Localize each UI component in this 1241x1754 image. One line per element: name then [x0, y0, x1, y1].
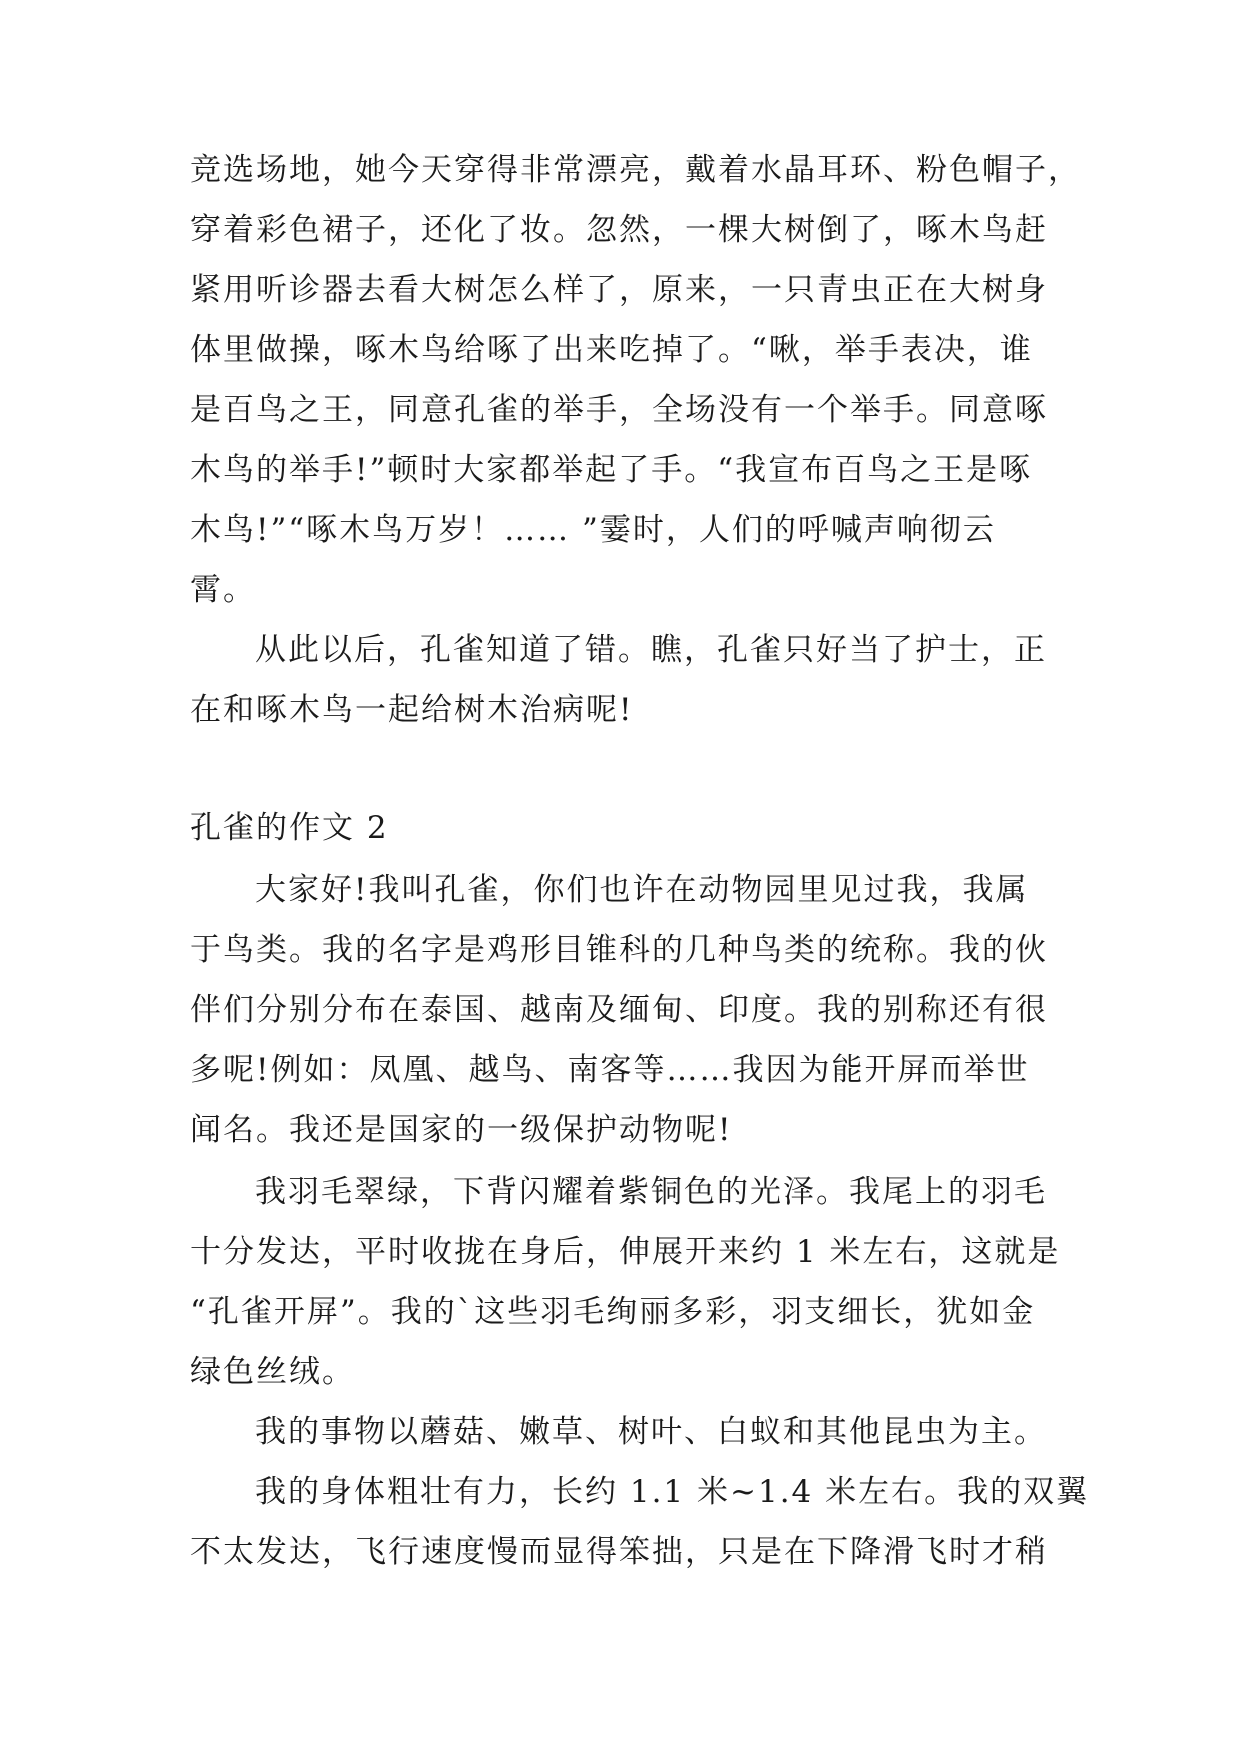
text-line: 十分发达，平时收拢在身后，伸展开来约 1 米左右，这就是	[190, 1234, 1061, 1270]
section-heading: 孔雀的作文 2	[190, 810, 389, 846]
text-line: 霄。	[190, 572, 256, 608]
text-line: 我的身体粗壮有力，长约 1.1 米~1.4 米左右。我的双翼	[255, 1474, 1090, 1510]
text-line: 穿着彩色裙子，还化了妆。忽然，一棵大树倒了，啄木鸟赶	[190, 212, 1048, 248]
text-line: 多呢!例如：凤凰、越鸟、南客等……我因为能开屏而举世	[190, 1052, 1030, 1088]
text-line: “孔雀开屏”。我的`这些羽毛绚丽多彩，羽支细长，犹如金	[190, 1294, 1036, 1330]
text-line: 是百鸟之王，同意孔雀的举手，全场没有一个举手。同意啄	[190, 392, 1048, 428]
text-line: 闻名。我还是国家的一级保护动物呢!	[190, 1112, 733, 1148]
text-line: 体里做操，啄木鸟给啄了出来吃掉了。“啾，举手表决，谁	[190, 332, 1033, 368]
text-line: 竞选场地，她今天穿得非常漂亮，戴着水晶耳环、粉色帽子，	[190, 152, 1081, 188]
text-line: 不太发达，飞行速度慢而显得笨拙，只是在下降滑飞时才稍	[190, 1534, 1048, 1570]
text-line: 伴们分别分布在泰国、越南及缅甸、印度。我的别称还有很	[190, 992, 1048, 1028]
text-line: 木鸟的举手!”顿时大家都举起了手。“我宣布百鸟之王是啄	[190, 452, 1033, 488]
text-line: 木鸟!”“啄木鸟万岁！…… ”霎时，人们的呼喊声响彻云	[190, 512, 996, 548]
text-line: 我羽毛翠绿，下背闪耀着紫铜色的光泽。我尾上的羽毛	[255, 1174, 1047, 1210]
text-line: 我的事物以蘑菇、嫩草、树叶、白蚁和其他昆虫为主。	[255, 1414, 1047, 1450]
text-line: 从此以后，孔雀知道了错。瞧，孔雀只好当了护士，正	[255, 632, 1047, 668]
text-line: 于鸟类。我的名字是鸡形目锥科的几种鸟类的统称。我的伙	[190, 932, 1048, 968]
text-line: 紧用听诊器去看大树怎么样了，原来，一只青虫正在大树身	[190, 272, 1048, 308]
text-line: 大家好!我叫孔雀，你们也许在动物园里见过我，我属	[255, 872, 1029, 908]
text-line: 绿色丝绒。	[190, 1354, 355, 1390]
text-line: 在和啄木鸟一起给树木治病呢!	[190, 692, 634, 728]
